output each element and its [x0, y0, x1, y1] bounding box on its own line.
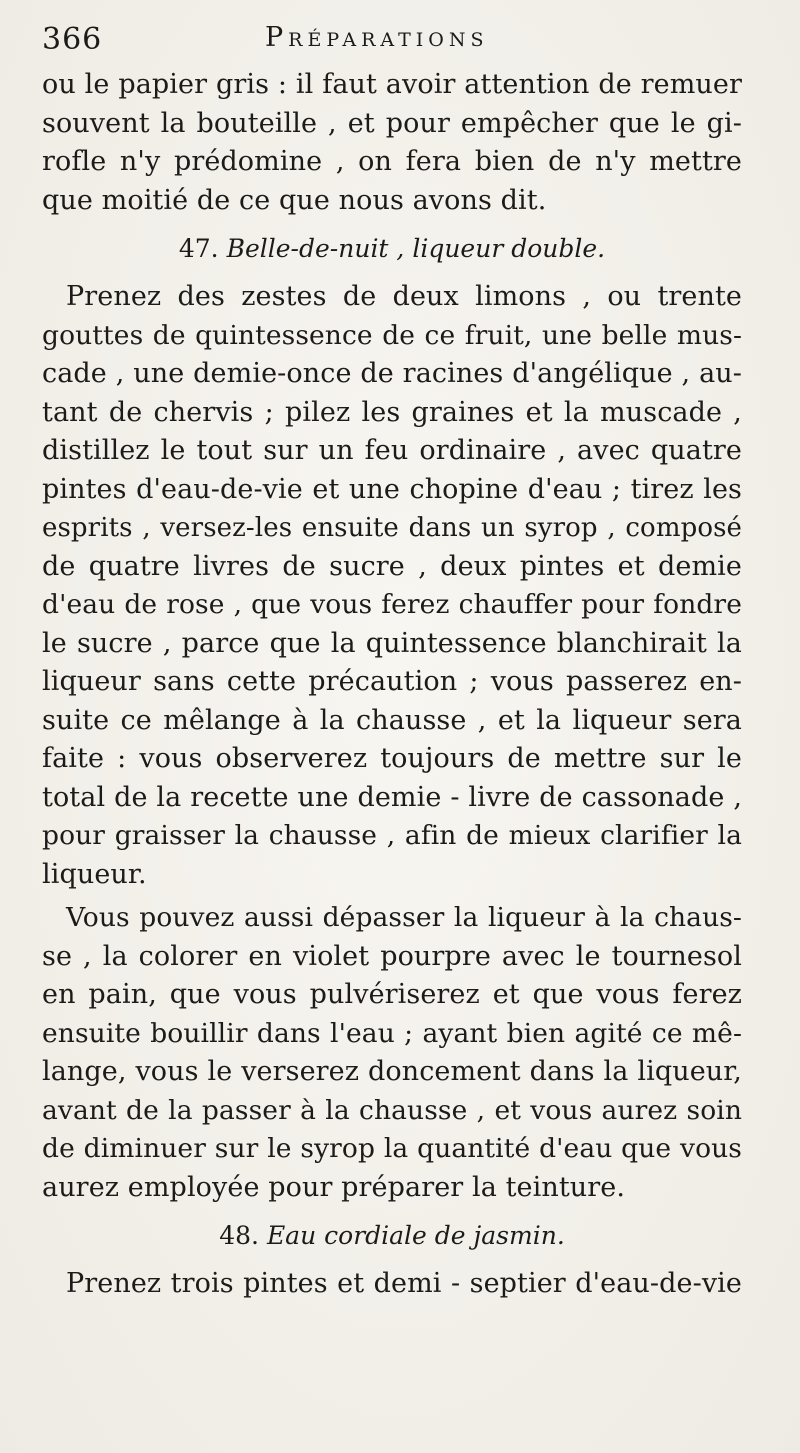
text-line: d'eau de rose , que vous ferez chauffer pour fondre — [42, 589, 742, 620]
text-line: en pain, que vous pulvériserez et que vous ferez — [42, 979, 742, 1010]
recipe-48-heading — [42, 1207, 742, 1265]
text-line: Prenez trois pintes et demi - septier d'eau-de-vie — [66, 1268, 742, 1299]
text-line: faite : vous observerez toujours de mettre sur le — [42, 743, 742, 774]
recipe-47-paragraph-1 — [42, 278, 742, 894]
text-line: ou le papier gris : il faut avoir attention de remuer — [42, 69, 742, 100]
text-line: ensuite bouillir dans l'eau ; ayant bien agité ce mê- — [42, 1017, 742, 1049]
text-line: liqueur. — [42, 858, 147, 890]
page-header — [40, 22, 760, 66]
text-line: de diminuer sur le syrop la quantité d'eau que vous — [42, 1133, 742, 1164]
text-line: cade , une demie-once de racines d'angélique , au- — [42, 358, 742, 389]
text-line: tant de chervis ; pilez les graines et la muscade , — [42, 396, 742, 428]
recipe-47-title: Belle-de-nuit , liqueur double. — [226, 234, 606, 263]
text-line: rofle n'y prédomine , on fera bien de n'y mettre — [42, 146, 742, 177]
text-line: Vous pouvez aussi dépasser la liqueur à la chaus- — [66, 902, 742, 933]
recipe-47-paragraph-2 — [42, 899, 742, 1207]
text-line: Prenez des zestes de deux limons , ou trente — [66, 281, 742, 312]
text-line: suite ce mêlange à la chausse , et la liqueur sera — [42, 704, 742, 736]
text-line: esprits , versez-les ensuite dans un syrop , composé — [42, 513, 742, 543]
continuation-paragraph — [42, 66, 742, 220]
text-line: de quatre livres de sucre , deux pintes et demie — [42, 550, 742, 582]
recipe-48-title: Eau cordiale de jasmin. — [266, 1221, 565, 1250]
page-number: 366 — [42, 22, 103, 57]
text-line: liqueur sans cette précaution ; vous passerez en- — [42, 666, 742, 697]
text-line: lange, vous le verserez doncement dans la liqueur, — [42, 1056, 742, 1087]
recipe-48-number: 48. — [219, 1221, 259, 1250]
recipe-48-paragraph-1 — [42, 1265, 742, 1304]
text-line: gouttes de quintessence de ce fruit, une belle mus- — [42, 319, 742, 351]
text-line: pour graisser la chausse , afin de mieux clarifier la — [42, 820, 742, 851]
running-head: Préparations — [265, 22, 489, 53]
recipe-47-number: 47. — [178, 234, 219, 263]
text-line: souvent la bouteille , et pour empêcher que le gi- — [42, 107, 742, 139]
text-line: le sucre , parce que la quintessence blanchirait la — [42, 627, 742, 659]
text-line: que moitié de ce que nous avons dit. — [42, 184, 547, 216]
text-line: aurez employée pour préparer la teinture. — [42, 1171, 626, 1203]
page-body — [42, 66, 742, 1304]
text-line: total de la recette une demie - livre de cassonade , — [42, 781, 742, 813]
text-line: pintes d'eau-de-vie et une chopine d'eau ; tirez les — [42, 473, 742, 505]
text-line: avant de la passer à la chausse , et vous aurez soin — [42, 1094, 742, 1126]
text-line: distillez le tout sur un feu ordinaire , avec quatre — [42, 435, 742, 466]
text-line: se , la colorer en violet pourpre avec le tournesol — [42, 940, 742, 972]
recipe-47-heading — [42, 220, 742, 278]
